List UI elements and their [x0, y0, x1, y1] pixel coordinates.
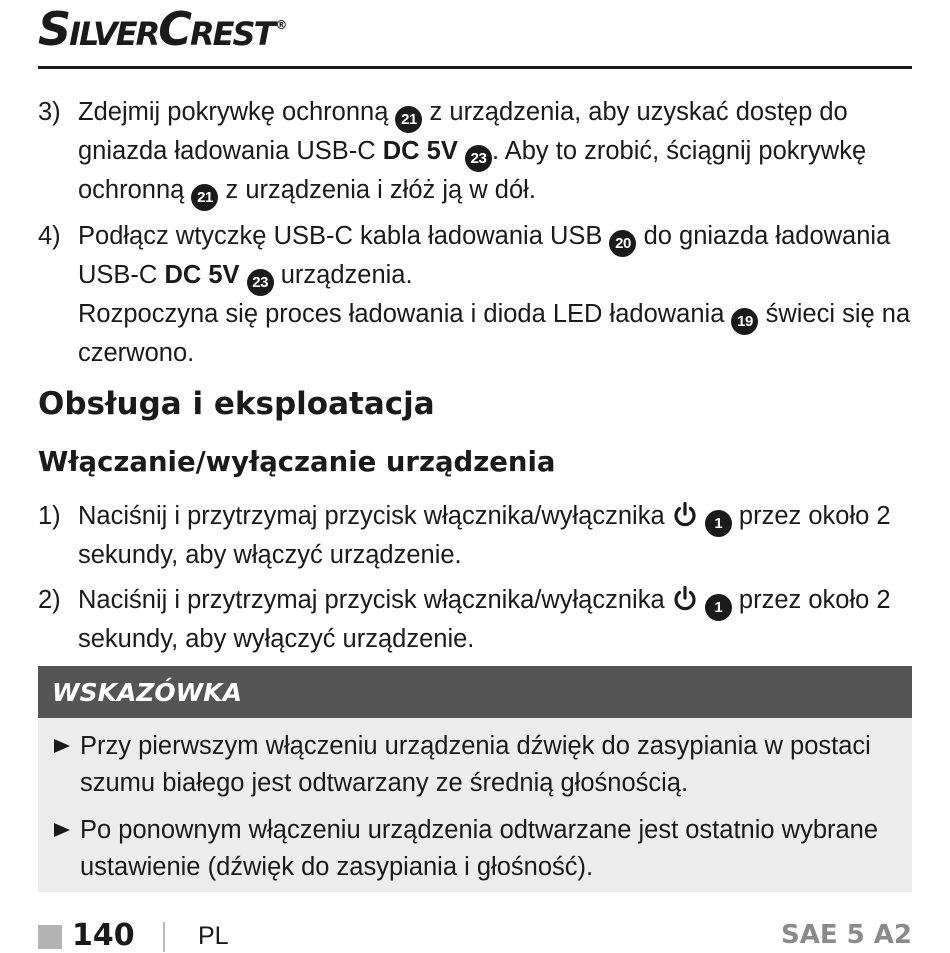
note-box: [38, 666, 912, 892]
registered-mark: ®: [275, 17, 286, 32]
step-number: 4): [38, 222, 61, 250]
footer-square: [38, 925, 62, 949]
step-number: 1): [38, 502, 61, 530]
text: Podłącz wtyczkę USB-C kabla ładowania USB: [78, 222, 610, 250]
section-title: Obsługa i eksploatacja: [38, 386, 435, 422]
circled-number-icon: 1: [705, 594, 732, 621]
header-rule: [38, 66, 912, 69]
model-number: SAE 5 A2: [780, 920, 912, 950]
text: świeci się na czerwono.: [78, 300, 911, 367]
step-text: [78, 582, 918, 658]
brand-logo: [38, 2, 286, 56]
power-step-2: [38, 582, 918, 658]
text: przez około 2 sekundy, aby wyłączyć urządzenie.: [78, 586, 891, 653]
text: Zdejmij pokrywkę ochronną: [78, 98, 396, 126]
step-text: [78, 498, 918, 574]
note-title: WSKAZÓWKA: [38, 666, 912, 718]
circled-number-icon: 19: [731, 308, 758, 335]
circled-number-icon: 21: [395, 106, 422, 133]
page-number: 140: [72, 918, 135, 953]
text: Naciśnij i przytrzymaj przycisk włącznika/wyłącznika: [78, 502, 672, 530]
text: urządzenia.: [273, 261, 413, 289]
power-step-1: [38, 498, 918, 574]
circled-number-icon: 20: [609, 230, 636, 257]
text: z urządzenia i złóż ją w dół.: [218, 176, 536, 204]
step-4: [38, 218, 918, 372]
step-text: [78, 218, 918, 372]
step-3: [38, 94, 918, 211]
text: . Aby to zrobić, ściągnij pokrywkę ochronną: [78, 137, 867, 204]
text: Rozpoczyna się proces ładowania i dioda LED ładowania: [78, 300, 732, 328]
circled-number-icon: 23: [465, 145, 492, 172]
circled-number-icon: 21: [191, 184, 218, 211]
step-number: 2): [38, 586, 61, 614]
power-icon: [672, 501, 698, 529]
text: Naciśnij i przytrzymaj przycisk włącznika/wyłącznika: [78, 586, 672, 614]
step-text: [78, 94, 918, 211]
arrow-bullet-icon: [54, 739, 70, 753]
note-item-text: Po ponownym włączeniu urządzenia odtwarzane jest ostatnio wybrane ustawienie (dźwięk do zasypiania i głośność).: [80, 816, 879, 881]
language-code: PL: [198, 922, 229, 950]
power-icon: [672, 585, 698, 613]
arrow-bullet-icon: [54, 823, 70, 837]
subsection-title: Włączanie/wyłączanie urządzenia: [38, 446, 556, 478]
note-item: [54, 812, 904, 886]
footer-divider: [163, 922, 165, 952]
text: przez około 2 sekundy, aby włączyć urządzenie.: [78, 502, 891, 569]
text: z urządzenia, aby uzyskać dostęp do gniazda ładowania USB-C: [78, 98, 848, 165]
step-number: 3): [38, 98, 61, 126]
text: do gniazda ładowania USB-C: [78, 222, 891, 289]
circled-number-icon: 1: [705, 510, 732, 537]
bold-spec: DC 5V: [164, 261, 240, 289]
bold-spec: DC 5V: [382, 137, 458, 165]
brand-name: SilverCrest: [38, 2, 274, 56]
note-item: [54, 728, 904, 802]
note-item-text: Przy pierwszym włączeniu urządzenia dźwięk do zasypiania w postaci szumu białego jest odtwarzany ze średnią głośnością.: [80, 732, 871, 797]
circled-number-icon: 23: [247, 269, 274, 296]
